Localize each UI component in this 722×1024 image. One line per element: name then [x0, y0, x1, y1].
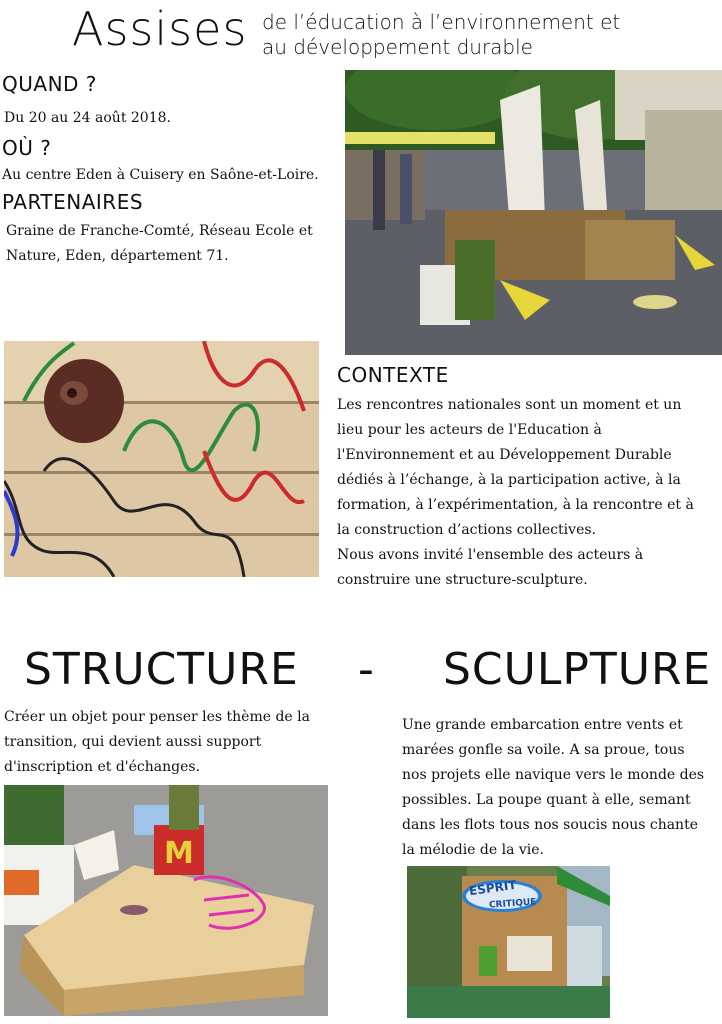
sculpture-line: nos projets elle navique vers le monde des [402, 767, 705, 783]
heading-dash: - [358, 644, 375, 695]
critique-label: CRITIQUE [488, 897, 537, 911]
partners-line-2: Nature, Eden, département 71. [6, 248, 229, 264]
context-line: Nous avons invité l'ensemble des acteurs à [337, 547, 644, 563]
photo-wooden-box-image [4, 785, 328, 1016]
svg-text:M: M [164, 836, 194, 871]
page-title: Assises [72, 2, 248, 56]
structure-heading: STRUCTURE [24, 644, 299, 695]
structure-text [4, 705, 334, 780]
page-subtitle [262, 10, 722, 60]
partners-text [6, 219, 313, 269]
when-text: Du 20 au 24 août 2018. [4, 110, 171, 126]
photo-painted-wood [4, 341, 319, 577]
context-line: la construction d’actions collectives. [337, 522, 596, 538]
photo-wooden-box [4, 785, 328, 1016]
sculpture-line: marées gonfle sa voile. A sa proue, tous [402, 742, 685, 758]
sculpture-line: possibles. La poupe quant à elle, semant [402, 792, 691, 808]
context-line: l'Environnement et au Développement Durable [337, 447, 672, 463]
where-text: Au centre Eden à Cuisery en Saône-et-Loire. [2, 167, 319, 183]
esprit-label: ESPRIT [468, 877, 518, 899]
sculpture-line: la mélodie de la vie. [402, 842, 545, 858]
partners-line-1: Graine de Franche-Comté, Réseau Ecole et [6, 223, 313, 239]
sculpture-text [402, 713, 720, 863]
structure-line: Créer un objet pour penser les thème de la [4, 709, 310, 725]
photo-esprit-critique [407, 866, 610, 1018]
photo-market-sculpture [345, 70, 722, 355]
context-heading: CONTEXTE [337, 363, 449, 387]
photo-painted-wood-image [4, 341, 319, 577]
context-text [337, 393, 717, 593]
subtitle-line-1: de l’éducation à l’environnement et [262, 10, 621, 34]
context-line: dédiés à l’échange, à la participation active, à la [337, 472, 681, 488]
structure-line: d'inscription et d'échanges. [4, 759, 201, 775]
sculpture-line: Une grande embarcation entre vents et [402, 717, 683, 733]
partners-heading: PARTENAIRES [2, 190, 144, 214]
when-heading: QUAND ? [2, 72, 97, 96]
context-line: lieu pour les acteurs de l'Education à [337, 422, 602, 438]
sculpture-heading: SCULPTURE [443, 644, 712, 695]
context-line: Les rencontres nationales sont un moment et un [337, 397, 682, 413]
sculpture-line: dans les flots tous nos soucis nous chante [402, 817, 698, 833]
structure-line: transition, qui devient aussi support [4, 734, 262, 750]
context-line: construire une structure-sculpture. [337, 572, 588, 588]
photo-market-sculpture-image [345, 70, 722, 355]
context-line: formation, à l’expérimentation, à la rencontre et à [337, 497, 694, 513]
where-heading: OÙ ? [2, 136, 52, 160]
subtitle-line-2: au développement durable [262, 35, 533, 59]
